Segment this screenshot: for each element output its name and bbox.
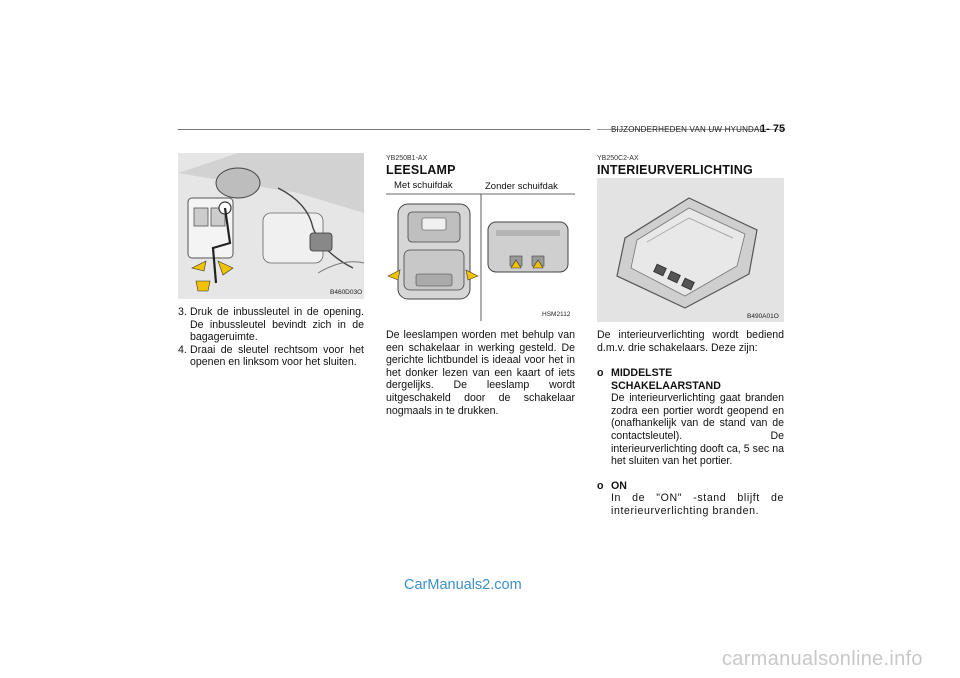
step-text: Druk de inbussleutel in de opening. De inbussleutel bevindt zich in de bagageruimte. <box>190 306 364 344</box>
interior-light-drawing <box>597 178 784 322</box>
step-text: Draai de sleutel rechtsom voor het openen en linksom voor het sluiten. <box>190 343 364 369</box>
header-rule <box>178 129 590 130</box>
label-without-sunroof: Zonder schuifdak <box>485 181 558 192</box>
leeslamp-paragraph: De leeslampen worden met behulp van een schakelaar in werking gesteld. De gerichte lichtbundel is ideaal voor het in het donker lezen van een kaart of iets dergelijks. De leeslamp wordt uitgeschakeld door de schakelaar nogmaals in te drukken. <box>386 329 575 417</box>
section-title-interieur: INTERIEURVERLICHTING <box>597 163 753 177</box>
inbus-key-illustration <box>178 153 364 299</box>
item-text: In de "ON" -stand blijft de interieurverlichting branden. <box>611 492 784 517</box>
step-number: 4. <box>178 343 187 356</box>
switch-positions-list <box>597 367 784 518</box>
item-heading: ON <box>611 479 627 492</box>
interior-light-illustration <box>597 178 784 322</box>
section-title: BIJZONDERHEDEN VAN UW HYUNDAI <box>611 125 762 134</box>
step-item <box>178 306 364 344</box>
reading-lamp-illustration <box>386 178 575 321</box>
image-code: B490A01O <box>747 313 779 320</box>
section-code: YB250B1-AX <box>386 155 428 162</box>
reading-lamp-drawing <box>386 178 575 321</box>
section-title-leeslamp: LEESLAMP <box>386 163 456 177</box>
watermark-link[interactable]: CarManuals2.com <box>404 577 522 593</box>
item-text: De interieurverlichting gaat branden zodra een portier wordt geopend en (onafhankelijk van de stand van de contactsleutel). De interieurverlichting dooft ca, 5 sec na het sluiten van het portier. <box>611 392 784 468</box>
list-item <box>597 480 784 518</box>
bullet-mark: o <box>597 367 604 379</box>
inbus-key-drawing <box>178 153 364 299</box>
interieur-intro: De interieurverlichting wordt bediend d.m.v. drie schakelaars. Deze zijn: <box>597 329 784 354</box>
step-number: 3. <box>178 306 187 318</box>
label-with-sunroof: Met schuifdak <box>394 180 453 191</box>
instruction-steps <box>178 306 364 369</box>
image-code: B460D03O <box>330 289 363 296</box>
item-heading: MIDDELSTE SCHAKELAARSTAND <box>611 367 721 392</box>
section-code: YB250C2-AX <box>597 155 639 162</box>
bullet-mark: o <box>597 479 604 492</box>
step-item <box>178 344 364 369</box>
image-code: HSM2112 <box>542 311 571 318</box>
list-item <box>597 367 784 468</box>
footer-watermark: carmanualsonline.info <box>722 648 923 670</box>
page-number: 1- 75 <box>760 123 786 135</box>
